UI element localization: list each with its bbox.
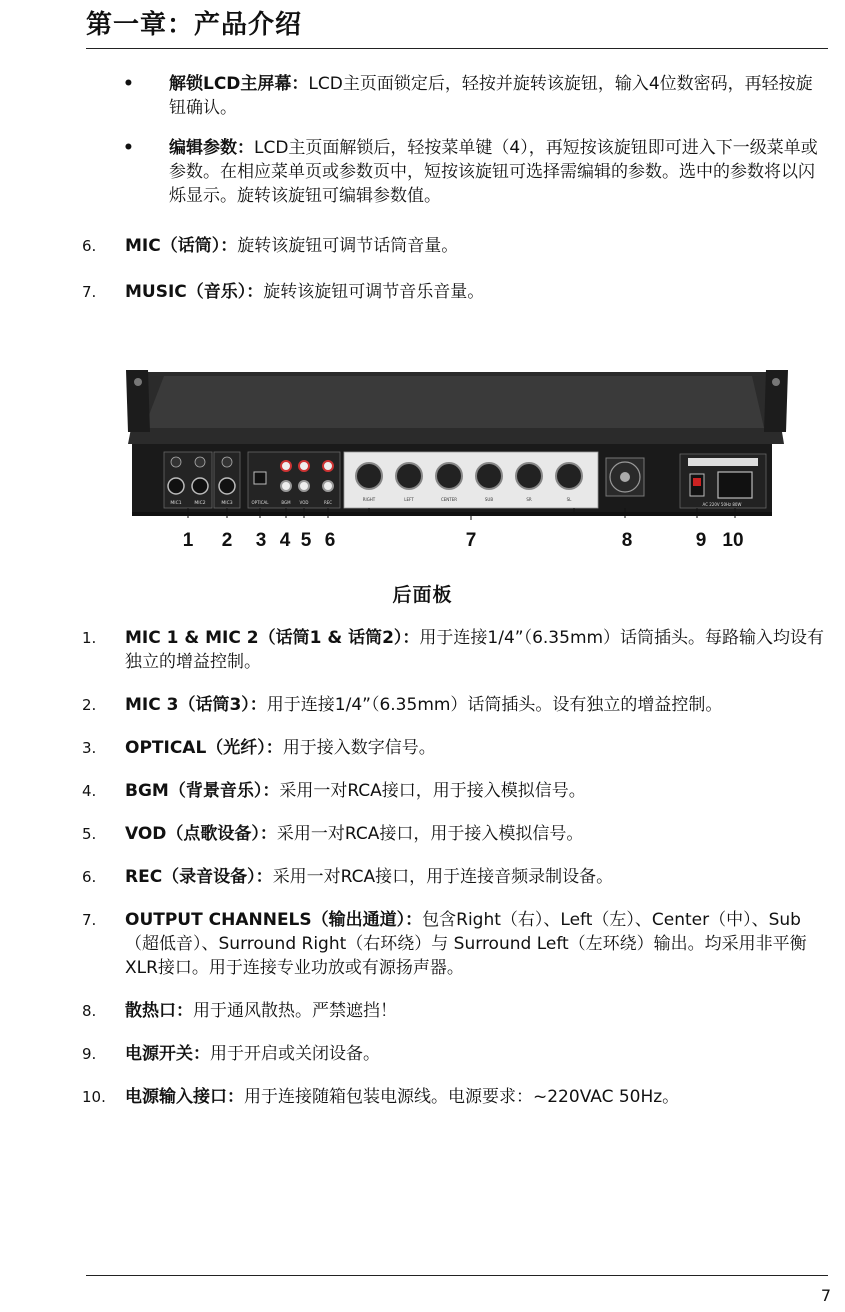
list-item: [82, 693, 828, 717]
chapter-title: 第一章：产品介绍: [86, 10, 303, 40]
label-mic3: MIC3: [221, 501, 233, 506]
item-term: MUSIC（音乐）：: [125, 282, 264, 302]
item-text: 用于接入数字信号。: [282, 738, 436, 758]
item-text: 包含Right（右）、Left（左）、Center（中）、Sub（超低音）、Surround Right（右环绕）与 Surround Left（左环绕）输出。均采用非平衡XLR接口。用于连接专业功放或有源扬声器。: [125, 910, 807, 978]
jack-mic2: [192, 478, 208, 494]
item-number: 7.: [82, 283, 97, 301]
callout-10: 10: [722, 530, 744, 551]
jack-mic1: [168, 478, 184, 494]
item-term: MIC 1 & MIC 2（话筒1 & 话筒2）：: [125, 628, 420, 648]
item-text: LCD主页面锁定后，轻按并旋转该旋钮，输入4位数密码，再轻按旋钮确认。: [169, 74, 813, 118]
list-item: [82, 1085, 828, 1109]
callout-7: 7: [465, 530, 477, 551]
item-number: 5.: [82, 825, 97, 843]
chassis-top-shade: [144, 376, 764, 428]
power-rating-label: AC 220V 50Hz 80W: [702, 502, 742, 507]
bullet-list: [86, 72, 828, 224]
item-number: 10.: [82, 1088, 106, 1106]
xlr-center: [436, 463, 462, 489]
item-text: 采用一对RCA接口，用于连接音频录制设备。: [272, 867, 614, 887]
footer-rule: [86, 1275, 828, 1276]
item-text: 用于连接1/4”（6.35mm）话筒插头。每路输入均设有独立的增益控制。: [125, 628, 825, 672]
item-number: 2.: [82, 696, 97, 714]
list-item: [82, 908, 828, 980]
label-out-sr: SR: [526, 497, 532, 502]
item-number: 6.: [82, 868, 97, 886]
jack-mic3: [219, 478, 235, 494]
item-number: 8.: [82, 1002, 97, 1020]
list-item: [82, 822, 828, 846]
item-term: MIC（话筒）：: [125, 236, 238, 256]
label-vod: VOD: [299, 500, 309, 505]
label-mic1: MIC1: [170, 501, 182, 506]
callout-6: 6: [324, 530, 336, 551]
xlr-sr: [516, 463, 542, 489]
label-out-center: CENTER: [440, 497, 458, 502]
label-out-left: LEFT: [404, 497, 414, 502]
rca-rec-left: [323, 461, 333, 471]
list-item: [82, 626, 828, 674]
item-text: 采用一对RCA接口，用于接入模拟信号。: [276, 824, 584, 844]
item-term: 电源开关：: [125, 1044, 210, 1064]
rear-panel-list: [82, 626, 828, 1128]
item-text: 用于开启或关闭设备。: [210, 1044, 380, 1064]
callout-3: 3: [255, 530, 267, 551]
callout-8: 8: [621, 530, 633, 551]
callout-5: 5: [300, 530, 312, 551]
label-out-sl: SL: [566, 497, 572, 502]
item-number: 4.: [82, 782, 97, 800]
label-mic2: MIC2: [194, 501, 206, 506]
item-number: 9.: [82, 1045, 97, 1063]
header-rule: [86, 48, 828, 49]
gain-knob-mic3: [222, 457, 232, 467]
iec-power-inlet: [718, 472, 752, 498]
item-number: 6.: [82, 237, 97, 255]
callout-2: 2: [221, 530, 233, 551]
control-list: [82, 234, 828, 326]
item-term: OUTPUT CHANNELS（输出通道）：: [125, 910, 423, 930]
gain-knob-mic2: [195, 457, 205, 467]
callout-9: 9: [695, 530, 707, 551]
item-number: 3.: [82, 739, 97, 757]
xlr-sl: [556, 463, 582, 489]
label-bgm: BGM: [281, 500, 291, 505]
item-term: REC（录音设备）：: [125, 867, 273, 887]
list-item: [82, 736, 828, 760]
item-term: 散热口：: [125, 1001, 193, 1021]
list-item: [82, 280, 828, 304]
rca-rec-right: [323, 481, 333, 491]
list-item: [82, 234, 828, 258]
item-number: 7.: [82, 911, 97, 929]
item-text: 旋转该旋钮可调节音乐音量。: [263, 282, 485, 302]
label-optical: OPTICAL: [251, 500, 269, 505]
item-term: 电源输入接口：: [125, 1087, 244, 1107]
item-term: MIC 3（话筒3）：: [125, 695, 267, 715]
xlr-right: [356, 463, 382, 489]
rear-panel-figure: [124, 368, 790, 558]
rack-screw-left: [134, 378, 142, 386]
rca-vod-left: [299, 461, 309, 471]
rack-screw-right: [772, 378, 780, 386]
optical-port: [254, 472, 266, 484]
item-number: 1.: [82, 629, 97, 647]
page-number: 7: [820, 1286, 831, 1305]
item-text: 用于通风散热。严禁遮挡！: [193, 1001, 397, 1021]
list-item: [82, 865, 828, 889]
list-item: [86, 72, 828, 120]
item-term: BGM（背景音乐）：: [125, 781, 280, 801]
item-text: 采用一对RCA接口，用于接入模拟信号。: [279, 781, 586, 801]
item-term: 解锁LCD主屏幕：: [169, 74, 309, 94]
xlr-sub: [476, 463, 502, 489]
warning-label: [688, 458, 758, 466]
callout-4: 4: [279, 530, 291, 551]
figure-caption: 后面板: [392, 584, 453, 606]
gain-knob-mic1: [171, 457, 181, 467]
item-term: VOD（点歌设备）：: [125, 824, 277, 844]
rca-bgm-right: [281, 481, 291, 491]
xlr-left: [396, 463, 422, 489]
label-out-right: RIGHT: [362, 497, 376, 502]
power-switch-rocker: [693, 478, 701, 486]
label-rec: REC: [323, 500, 333, 505]
fan-hub: [620, 472, 630, 482]
item-text: 旋转该旋钮可调节话筒音量。: [237, 236, 459, 256]
rca-vod-right: [299, 481, 309, 491]
item-term: OPTICAL（光纤）：: [125, 738, 283, 758]
list-item: [82, 1042, 828, 1066]
item-term: 编辑参数：: [169, 138, 254, 158]
rca-bgm-left: [281, 461, 291, 471]
list-item: [82, 779, 828, 803]
callout-1: 1: [182, 530, 194, 551]
item-text: LCD主页面解锁后，轻按菜单键（4），再短按该旋钮即可进入下一级菜单或参数。在相应菜单页或参数页中，短按该旋钮可选择需编辑的参数。选中的参数将以闪烁显示。旋转该旋钮可编辑参数值。: [169, 138, 818, 206]
item-text: 用于连接1/4”（6.35mm）话筒插头。设有独立的增益控制。: [266, 695, 723, 715]
callout-numbers: [183, 530, 744, 551]
item-text: 用于连接随箱包装电源线。电源要求：~220VAC 50Hz。: [244, 1087, 680, 1107]
label-out-sub: SUB: [484, 497, 494, 502]
list-item: [82, 999, 828, 1023]
list-item: [86, 136, 828, 208]
